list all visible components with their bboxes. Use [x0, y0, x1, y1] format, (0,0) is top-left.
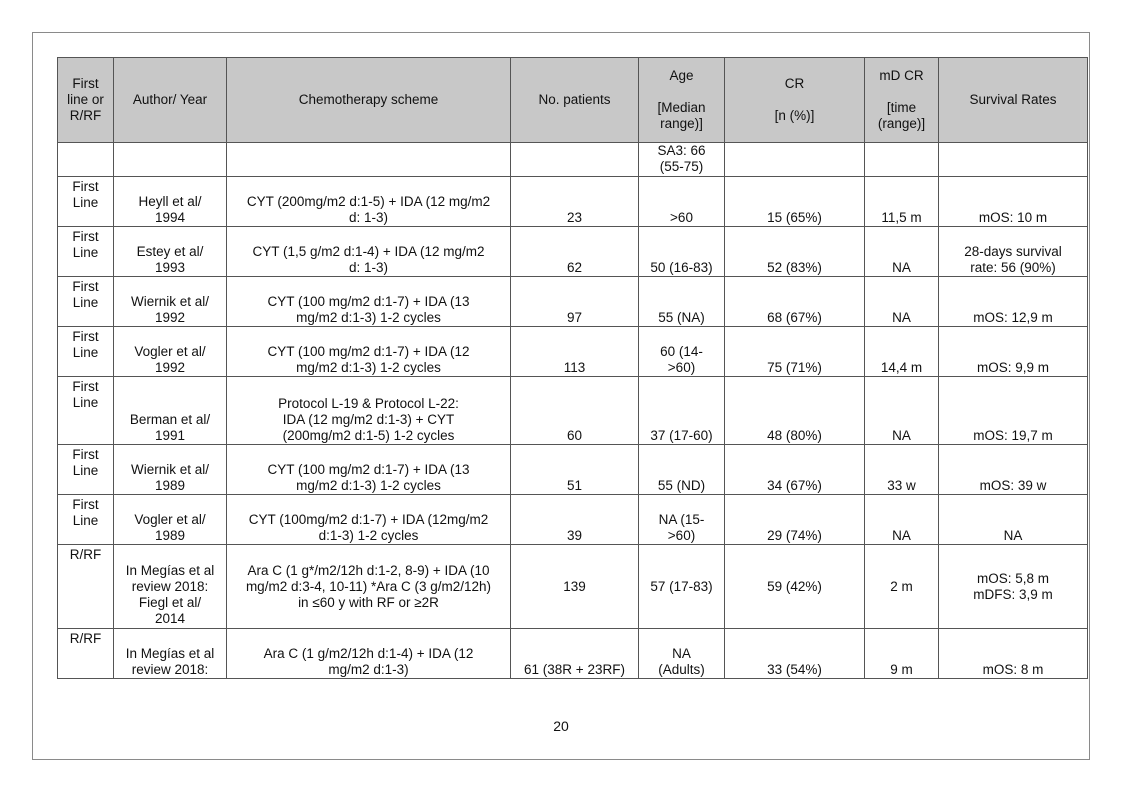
cell-age-line: >60) — [667, 528, 696, 543]
cell-scheme — [227, 227, 511, 277]
cell-scheme — [227, 177, 511, 227]
cell-survival — [939, 177, 1088, 227]
cell-line-line: Line — [72, 345, 99, 360]
cell-line-line: First — [72, 279, 99, 294]
cell-author-line: Vogler et al/ — [134, 344, 206, 359]
cell-patients: 61 (38R + 23RF) — [511, 629, 639, 679]
cell-patients: 97 — [511, 277, 639, 327]
cell-scheme-line: CYT (200mg/m2 d:1-5) + IDA (12 mg/m2 — [246, 194, 491, 209]
cell-age — [639, 177, 725, 227]
cell-author — [114, 277, 227, 327]
cell-mdcr: 33 w — [865, 445, 939, 495]
cell-survival-line: mOS: 8 m — [982, 662, 1044, 677]
cell-author-line: 1992 — [154, 310, 186, 325]
cell-scheme — [227, 377, 511, 445]
cell-cr: 59 (42%) — [725, 545, 865, 629]
cell-author-line: Berman et al/ — [129, 412, 211, 427]
cell-line-line: First — [72, 229, 99, 244]
cell-patients: 51 — [511, 445, 639, 495]
cell-patients: 60 — [511, 377, 639, 445]
cell-scheme-line: CYT (100 mg/m2 d:1-7) + IDA (13 — [267, 462, 470, 477]
cell-cr: 52 (83%) — [725, 227, 865, 277]
header-cr: CR [n (%)] — [725, 58, 865, 143]
cell-patients — [511, 143, 639, 177]
cell-scheme-line: CYT (1,5 g/m2 d:1-4) + IDA (12 mg/m2 — [252, 244, 485, 259]
table-row — [58, 545, 1088, 629]
cell-age-line: 55 (NA) — [658, 310, 705, 325]
cell-cr: 29 (74%) — [725, 495, 865, 545]
cell-author — [114, 545, 227, 629]
cell-survival — [939, 445, 1088, 495]
cell-age — [639, 545, 725, 629]
cell-author — [114, 143, 227, 177]
cell-mdcr: 9 m — [865, 629, 939, 679]
header-author: Author/ Year — [114, 58, 227, 143]
header-scheme: Chemotherapy scheme — [227, 58, 511, 143]
cell-author-line: In Megías et al — [125, 646, 215, 661]
cell-cr: 75 (71%) — [725, 327, 865, 377]
cell-line-line: R/RF — [69, 631, 102, 646]
cell-scheme-line: Protocol L-19 & Protocol L-22: — [278, 396, 459, 411]
header-row — [58, 58, 1088, 143]
cell-author-line: 1989 — [154, 478, 186, 493]
cell-mdcr: 11,5 m — [865, 177, 939, 227]
cell-patients: 62 — [511, 227, 639, 277]
cell-cr — [725, 143, 865, 177]
cell-survival — [939, 377, 1088, 445]
table-row — [58, 445, 1088, 495]
cell-age — [639, 327, 725, 377]
cell-scheme-line: IDA (12 mg/m2 d:1-3) + CYT — [282, 412, 455, 427]
cell-author-line: Wiernik et al/ — [130, 462, 210, 477]
cell-survival-line: NA — [1003, 528, 1023, 543]
cell-line-line: Line — [72, 245, 99, 260]
cell-scheme-line: CYT (100 mg/m2 d:1-7) + IDA (12 — [267, 344, 470, 359]
cell-mdcr: 2 m — [865, 545, 939, 629]
cell-line — [58, 143, 114, 177]
cell-survival — [939, 277, 1088, 327]
cell-survival-line: mOS: 5,8 m — [976, 570, 1049, 586]
cell-author-line: Fiegl et al/ — [138, 595, 202, 610]
cell-scheme-line: CYT (100 mg/m2 d:1-7) + IDA (13 — [267, 294, 470, 309]
cell-line — [58, 227, 114, 277]
cell-scheme — [227, 629, 511, 679]
cell-scheme — [227, 143, 511, 177]
cell-line — [58, 377, 114, 445]
table-row — [58, 227, 1088, 277]
cell-line-line: Line — [72, 195, 99, 210]
cell-scheme — [227, 327, 511, 377]
cell-line — [58, 545, 114, 629]
cell-cr: 34 (67%) — [725, 445, 865, 495]
cell-survival — [939, 143, 1088, 177]
cell-survival — [939, 327, 1088, 377]
cell-author-line: Wiernik et al/ — [130, 294, 210, 309]
table-row — [58, 377, 1088, 445]
page-number: 20 — [553, 718, 569, 734]
header-survival: Survival Rates — [939, 58, 1088, 143]
cell-survival — [939, 495, 1088, 545]
cell-survival-line: mOS: 12,9 m — [973, 310, 1053, 325]
header-line: First line or R/RF — [58, 58, 114, 143]
cell-scheme-line: d: 1-3) — [348, 210, 389, 225]
cell-line-line: Line — [72, 463, 99, 478]
cell-line-line: First — [72, 179, 99, 194]
cell-line — [58, 177, 114, 227]
cell-author — [114, 377, 227, 445]
cell-author-line: Heyll et al/ — [138, 194, 202, 209]
table-row — [58, 327, 1088, 377]
cell-line-line: Line — [72, 513, 99, 528]
cell-age-line: 50 (16-83) — [650, 260, 713, 275]
cell-line-line: First — [72, 379, 99, 394]
cell-age-line: NA — [672, 646, 691, 661]
cell-age-line: NA (15- — [658, 512, 705, 527]
cell-age — [639, 495, 725, 545]
cell-age-line: (Adults) — [658, 662, 705, 677]
cell-patients: 139 — [511, 545, 639, 629]
cell-mdcr: NA — [865, 277, 939, 327]
cell-cr: 15 (65%) — [725, 177, 865, 227]
cell-line-line: First — [72, 329, 99, 344]
cell-scheme — [227, 445, 511, 495]
cell-scheme — [227, 545, 511, 629]
cell-author — [114, 177, 227, 227]
cell-author-line: 1994 — [154, 210, 186, 225]
cell-mdcr: NA — [865, 495, 939, 545]
cell-age-line: 55 (ND) — [657, 478, 706, 493]
cell-line — [58, 277, 114, 327]
cell-age: SA3: 66 (55-75) — [639, 143, 725, 177]
cell-age-line: 60 (14- — [660, 344, 703, 359]
cell-cr: 68 (67%) — [725, 277, 865, 327]
header-patients: No. patients — [511, 58, 639, 143]
cell-author — [114, 629, 227, 679]
cell-scheme-line: d: 1-3) — [348, 260, 389, 275]
cell-mdcr — [865, 143, 939, 177]
cell-scheme-line: d:1-3) 1-2 cycles — [318, 528, 419, 543]
cell-scheme-line: mg/m2 d:1-3) 1-2 cycles — [296, 478, 441, 493]
cell-author-line: In Megías et al — [125, 563, 215, 578]
cell-scheme — [227, 277, 511, 327]
cell-scheme — [227, 495, 511, 545]
cell-line — [58, 495, 114, 545]
cell-mdcr: 14,4 m — [865, 327, 939, 377]
cell-scheme-line: in ≤60 y with RF or ≥2R — [298, 595, 439, 610]
cell-line — [58, 445, 114, 495]
cell-line-line: Line — [72, 395, 99, 410]
cell-age-line: 37 (17-60) — [650, 428, 713, 443]
cell-survival-line: mOS: 9,9 m — [976, 360, 1049, 375]
cell-survival — [939, 629, 1088, 679]
cell-age — [639, 227, 725, 277]
cell-survival — [939, 227, 1088, 277]
cell-age — [639, 377, 725, 445]
chemotherapy-table — [57, 57, 1088, 679]
cell-cr: 33 (54%) — [725, 629, 865, 679]
cell-scheme-line: Ara C (1 g/m2/12h d:1-4) + IDA (12 — [263, 646, 474, 661]
cell-patients: 113 — [511, 327, 639, 377]
cell-age-line: 57 (17-83) — [650, 578, 713, 594]
cell-mdcr: NA — [865, 227, 939, 277]
cell-mdcr: NA — [865, 377, 939, 445]
cell-author-line: 1991 — [154, 428, 186, 443]
cell-line-line: R/RF — [69, 547, 102, 562]
cell-scheme-line: mg/m2 d:1-3) 1-2 cycles — [296, 360, 441, 375]
cell-age-line: >60) — [667, 360, 696, 375]
cell-survival-line: rate: 56 (90%) — [970, 260, 1056, 275]
cell-author-line: review 2018: — [131, 662, 209, 677]
cell-survival-line: mOS: 19,7 m — [973, 428, 1053, 443]
cell-author — [114, 495, 227, 545]
cell-scheme-line: CYT (100mg/m2 d:1-7) + IDA (12mg/m2 — [248, 512, 489, 527]
table-row — [58, 629, 1088, 679]
table-row — [58, 277, 1088, 327]
cell-author-line: review 2018: — [131, 579, 209, 594]
cell-line-line: Line — [72, 295, 99, 310]
cell-survival-line: 28-days survival — [964, 244, 1062, 259]
header-age: Age [Median range)] — [639, 58, 725, 143]
cell-author — [114, 445, 227, 495]
cell-age — [639, 629, 725, 679]
cell-survival-line: mOS: 10 m — [978, 210, 1048, 225]
cell-scheme-line: mg/m2 d:1-3) 1-2 cycles — [296, 310, 441, 325]
table-row-continuation — [58, 143, 1088, 177]
cell-patients: 39 — [511, 495, 639, 545]
table-row — [58, 177, 1088, 227]
cell-author-line: Estey et al/ — [136, 244, 204, 259]
cell-author — [114, 227, 227, 277]
cell-line — [58, 327, 114, 377]
cell-scheme-line: (200mg/m2 d:1-5) 1-2 cycles — [282, 428, 455, 443]
cell-scheme-line: mg/m2 d:3-4, 10-11) *Ara C (3 g/m2/12h) — [245, 579, 492, 594]
cell-line-line: First — [72, 497, 99, 512]
cell-patients: 23 — [511, 177, 639, 227]
cell-author — [114, 327, 227, 377]
cell-author-line: 1993 — [154, 260, 186, 275]
cell-line — [58, 629, 114, 679]
cell-author-line: 1989 — [154, 528, 186, 543]
cell-scheme-line: mg/m2 d:1-3) — [328, 662, 409, 677]
cell-cr: 48 (80%) — [725, 377, 865, 445]
cell-survival-line: mDFS: 3,9 m — [973, 586, 1053, 602]
cell-scheme-line: Ara C (1 g*/m2/12h d:1-2, 8-9) + IDA (10 — [247, 563, 490, 578]
table-row — [58, 495, 1088, 545]
cell-age — [639, 277, 725, 327]
cell-age-line: >60 — [670, 210, 693, 225]
cell-survival — [939, 545, 1088, 629]
cell-line-line: First — [72, 447, 99, 462]
cell-author-line: Vogler et al/ — [134, 512, 206, 527]
header-mdcr: mD CR [time (range)] — [865, 58, 939, 143]
cell-age — [639, 445, 725, 495]
cell-survival-line: mOS: 39 w — [979, 478, 1047, 493]
cell-author-line: 2014 — [154, 611, 186, 626]
cell-author-line: 1992 — [154, 360, 186, 375]
